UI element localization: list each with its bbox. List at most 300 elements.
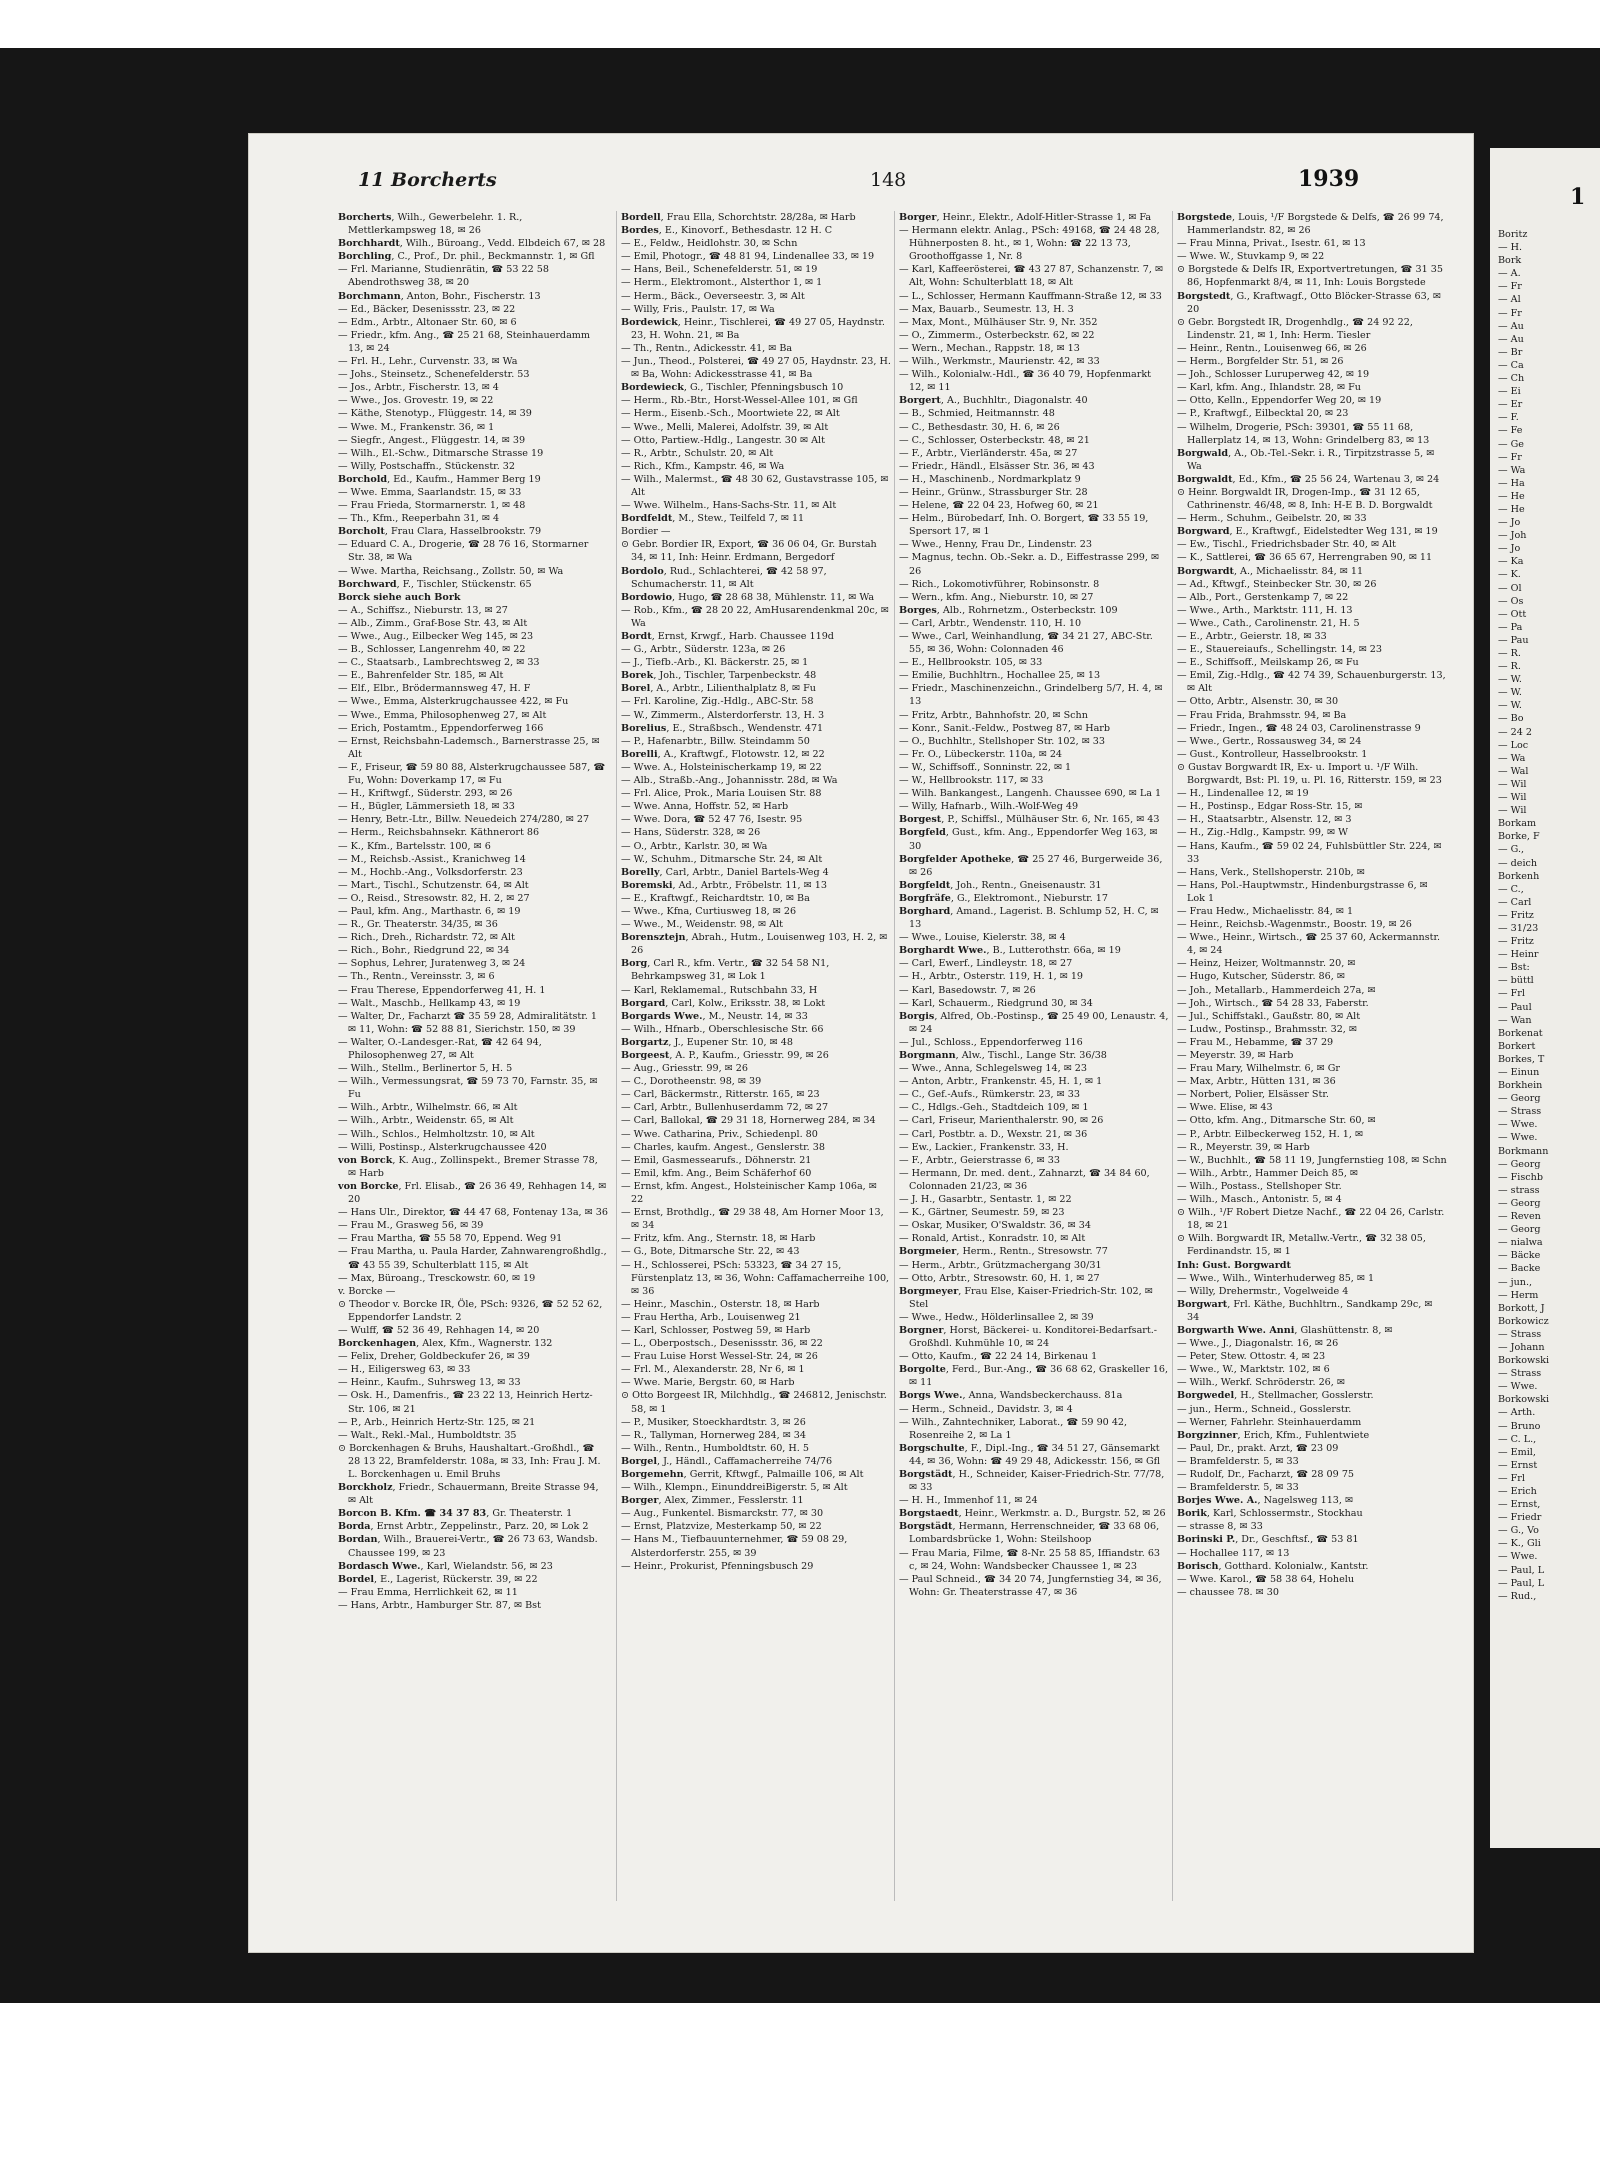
directory-entry: — Gust., Kontrolleur, Hasselbrookstr. 1 xyxy=(1177,748,1368,760)
directory-entry: Borgemehn, Gerrit, Kftwgf., Palmaille 106, ✉ Alt xyxy=(621,1469,864,1480)
directory-entry: Borcon B. Kfm. ☎ 34 37 83, Gr. Theaterstr. 1 xyxy=(338,1508,573,1520)
directory-entry: Borchward, F., Tischler, Stückenstr. 65 xyxy=(338,578,532,590)
directory-entry: Borgwaldt, Ed., Kfm., ☎ 25 56 24, Wartenau 3, ✉ 24 xyxy=(1177,473,1440,485)
directory-entry: — Peter, Stew. Ottostr. 4, ✉ 23 xyxy=(1177,1351,1326,1363)
directory-entry: — Aug., Griesstr. 99, ✉ 26 xyxy=(621,1063,748,1075)
directory-entry: — Rich., Kfm., Kampstr. 46, ✉ Wa xyxy=(621,460,785,472)
directory-entry: — Frau Hertha, Arb., Louisenweg 21 xyxy=(621,1311,801,1323)
directory-entry: — jun., Herm., Schneid., Gosslerstr. xyxy=(1177,1403,1352,1415)
directory-entry: — Friedr., Maschinenzeichn., Grindelberg 5/7, H. 4, ✉ 13 xyxy=(899,683,1163,708)
directory-entry: — Helene, ☎ 22 04 23, Hofweg 60, ✉ 21 xyxy=(899,500,1099,512)
next-page-entry: Borkowicz xyxy=(1498,1315,1549,1327)
directory-entry: Borg, Carl R., kfm. Vertr., ☎ 32 54 58 N1, Behrkampsweg 31, ✉ Lok 1 xyxy=(621,958,830,983)
directory-entry: — Karl, Basedowstr. 7, ✉ 26 xyxy=(899,984,1036,996)
directory-entry: — O., Zimmerm., Osterbeckstr. 62, ✉ 22 xyxy=(899,329,1095,341)
directory-entry: — Wwe., Emma, Alsterkrugchaussee 422, ✉ Fu xyxy=(338,696,569,708)
next-page-entry: — Ernst xyxy=(1498,1459,1538,1471)
directory-entry: — Frau Maria, Filme, ☎ 8-Nr. 25 58 85, Iffiandstr. 63 c, ✉ 24, Wohn: Wandsbecker Chaussee 1, ✉ 23 xyxy=(899,1547,1161,1572)
directory-entry: — Willy, Fris., Paulstr. 17, ✉ Wa xyxy=(621,303,775,315)
directory-entry: — Jun., Theod., Polsterei, ☎ 49 27 05, Haydnstr. 23, H. ✉ Ba, Wohn: Adickesstrasse 41, ✉ Ba xyxy=(621,356,891,381)
next-page-entry: — Br xyxy=(1498,346,1523,358)
directory-entry: — Wwe., Wilh., Winterhuderweg 85, ✉ 1 xyxy=(1177,1272,1375,1284)
directory-entry: — Herm., Elektromont., Alsterthor 1, ✉ 1 xyxy=(621,277,823,289)
directory-entry: — Rudolf, Dr., Facharzt, ☎ 28 09 75 xyxy=(1177,1469,1355,1480)
next-page-entry: — jun., xyxy=(1498,1276,1533,1288)
directory-entry: — Frau Frida, Brahmsstr. 94, ✉ Ba xyxy=(1177,709,1347,721)
directory-entry: — Sophus, Lehrer, Juratenweg 3, ✉ 24 xyxy=(338,958,526,970)
next-page-entry: — Emil, xyxy=(1498,1446,1536,1458)
directory-entry: Borcholt, Frau Clara, Hasselbrookstr. 79 xyxy=(338,526,542,538)
column-2 xyxy=(616,211,891,1901)
directory-entry: Borgstede, Louis, ¹/F Borgstede & Delfs, ☎ 26 99 74, Hammerlandstr. 82, ✉ 26 xyxy=(1177,212,1444,237)
next-page-entry: — Backe xyxy=(1498,1263,1541,1275)
next-page-entry: — Ei xyxy=(1498,386,1521,398)
directory-entry: — Otto, Arbtr., Stresowstr. 60, H. 1, ✉ 27 xyxy=(899,1272,1100,1284)
next-page-entry: Boritz xyxy=(1498,229,1528,240)
directory-entry: — Hans, Kaufm., ☎ 59 02 24, Fuhlsbüttler Str. 224, ✉ 33 xyxy=(1177,840,1442,865)
directory-entry: — Wilh., Zahntechniker, Laborat., ☎ 59 90 42, Rosenreihe 2, ✉ La 1 xyxy=(899,1416,1128,1441)
directory-entry: — Max, Bauarb., Seumestr. 13, H. 3 xyxy=(899,303,1074,315)
directory-entry: — Carl, Ballokal, ☎ 29 31 18, Hornerweg 284, ✉ 34 xyxy=(621,1115,876,1127)
next-page-entry: Borkam xyxy=(1498,818,1537,830)
directory-entry: Bordt, Ernst, Krwgf., Harb. Chaussee 119d xyxy=(621,631,834,642)
directory-entry: — K., Kfm., Bartelsstr. 100, ✉ 6 xyxy=(338,840,491,852)
directory-entry: — Hans, Arbtr., Hamburger Str. 87, ✉ Bst xyxy=(338,1599,541,1611)
directory-entry: — F., Arbtr., Vierländerstr. 45a, ✉ 27 xyxy=(899,447,1078,459)
directory-entry: — Eduard C. A., Drogerie, ☎ 28 76 16, Stormarner Str. 38, ✉ Wa xyxy=(338,539,589,564)
directory-entry: — Rich., Dreh., Richardstr. 72, ✉ Alt xyxy=(338,932,515,944)
directory-entry: — H., Maschinenb., Nordmarkplatz 9 xyxy=(899,473,1081,485)
next-page-entry: — Ernst, xyxy=(1498,1499,1541,1511)
directory-entry: — Frl. M., Alexanderstr. 28, Nr 6, ✉ 1 xyxy=(621,1364,805,1376)
directory-entry: — Paul, kfm. Ang., Marthastr. 6, ✉ 19 xyxy=(338,905,521,917)
next-page-entry: Borke, F xyxy=(1498,831,1540,843)
next-page-entry: — Wil xyxy=(1498,805,1527,817)
directory-entry: — Heinr., Grünw., Strassburger Str. 28 xyxy=(899,486,1088,498)
directory-entry: — Wulff, ☎ 52 36 49, Rehhagen 14, ✉ 20 xyxy=(338,1324,540,1336)
next-page-entry: — Bruno xyxy=(1498,1420,1541,1432)
directory-entry: — W., Hellbrookstr. 117, ✉ 33 xyxy=(899,775,1044,787)
directory-entry: — Charles, kaufm. Angest., Genslerstr. 38 xyxy=(621,1141,825,1153)
directory-entry: — Wwe., W., Marktstr. 102, ✉ 6 xyxy=(1177,1364,1330,1376)
directory-entry: — Paul, Dr., prakt. Arzt, ☎ 23 09 xyxy=(1177,1442,1339,1454)
directory-entry: — Frau M., Hebamme, ☎ 37 29 xyxy=(1177,1036,1334,1048)
directory-entry: Borik, Karl, Schlossermstr., Stockhau xyxy=(1177,1508,1363,1520)
directory-entry: Bordewick, Heinr., Tischlerei, ☎ 49 27 05, Haydnstr. 23, H. Wohn. 21, ✉ Ba xyxy=(621,316,885,341)
next-page-entry: — Loc xyxy=(1498,739,1529,751)
directory-entry: — Herm., Reichsbahnsekr. Käthnerort 86 xyxy=(338,827,540,839)
directory-entry: — Frau Therese, Eppendorferweg 41, H. 1 xyxy=(338,984,546,996)
next-page-entry: — Paul, L xyxy=(1498,1564,1545,1576)
directory-entry: — Felix, Dreher, Goldbeckufer 26, ✉ 39 xyxy=(338,1351,530,1363)
directory-entry: Borgards Wwe., M., Neustr. 14, ✉ 33 xyxy=(621,1010,808,1022)
directory-entry: — Hugo, Kutscher, Süderstr. 86, ✉ xyxy=(1177,971,1345,983)
directory-entry: — Otto, Partiew.-Hdlg., Langestr. 30 ✉ Alt xyxy=(621,434,825,446)
directory-entry: Borelly, Carl, Arbtr., Daniel Bartels-Weg 4 xyxy=(621,866,829,878)
directory-entry: — Th., Kfm., Reeperbahn 31, ✉ 4 xyxy=(338,513,500,525)
next-page-sliver xyxy=(1490,148,1600,1848)
directory-entry: — K., Sattlerei, ☎ 36 65 67, Herrengraben 90, ✉ 11 xyxy=(1177,552,1433,564)
directory-entry: — Otto, Kelln., Eppendorfer Weg 20, ✉ 19 xyxy=(1177,395,1382,407)
directory-entry: — Heinr., Reichsb.-Wagenmstr., Boostr. 19, ✉ 26 xyxy=(1177,919,1412,931)
directory-page xyxy=(248,133,1474,1953)
directory-entry: — Frau M., Grasweg 56, ✉ 39 xyxy=(338,1220,484,1232)
next-page-entry: — Georg xyxy=(1498,1224,1541,1236)
directory-entry: — E., Arbtr., Geierstr. 18, ✉ 33 xyxy=(1177,631,1327,642)
directory-entry: — Meyerstr. 39, ✉ Harb xyxy=(1177,1050,1294,1061)
directory-entry: Borelli, A., Kraftwgf., Flotowstr. 12, ✉ 22 xyxy=(621,748,825,760)
directory-entry: — Johs., Steinsetz., Schenefelderstr. 53 xyxy=(338,369,530,381)
directory-entry: — Wilh., Masch., Antonistr. 5, ✉ 4 xyxy=(1177,1194,1342,1206)
directory-entry: — Hans, Verk., Stellshoperstr. 210b, ✉ xyxy=(1177,866,1365,878)
next-page-entry: — 24 2 xyxy=(1498,726,1533,738)
directory-entry: — Frl. H., Lehr., Curvenstr. 33, ✉ Wa xyxy=(338,356,518,368)
directory-entry: — Fritz, kfm. Ang., Sternstr. 18, ✉ Harb xyxy=(621,1233,816,1245)
next-page-entry: — Reven xyxy=(1498,1211,1541,1223)
next-page-entry: — Strass xyxy=(1498,1368,1542,1380)
directory-entry: — Friedr., Händl., Elsässer Str. 36, ✉ 43 xyxy=(899,460,1095,472)
directory-entry: Borgwedel, H., Stellmacher, Gosslerstr. xyxy=(1177,1390,1374,1402)
directory-entry: — P., Kraftwgf., Eilbecktal 20, ✉ 23 xyxy=(1177,408,1349,420)
directory-entry: — Otto, Kaufm., ☎ 22 24 14, Birkenau 1 xyxy=(899,1351,1098,1363)
directory-entry: Borgel, J., Händl., Caffamacherreihe 74/76 xyxy=(621,1455,833,1467)
next-page-entry: — Wwe. xyxy=(1498,1551,1538,1563)
directory-entry: Bordell, Frau Ella, Schorchtstr. 28/28a, ✉ Harb xyxy=(621,212,856,223)
directory-entry: — H., Postinsp., Edgar Ross-Str. 15, ✉ xyxy=(1177,801,1363,813)
next-page-entry: — Georg xyxy=(1498,1093,1541,1105)
directory-entry: — Carl, Bäckermstr., Ritterstr. 165, ✉ 23 xyxy=(621,1089,820,1101)
next-page-entry: — Georg xyxy=(1498,1158,1541,1170)
directory-entry: — Heinr., Prokurist, Pfenningsbusch 29 xyxy=(621,1560,814,1572)
directory-entry: — Ernst, kfm. Angest., Holsteinischer Kamp 106a, ✉ 22 xyxy=(621,1180,877,1206)
directory-entry: Borgstädt, H., Schneider, Kaiser-Friedrich-Str. 77/78, ✉ 33 xyxy=(899,1469,1165,1494)
directory-entry: — Wilh., Werkmstr., Maurienstr. 42, ✉ 33 xyxy=(899,356,1100,368)
next-page-entry: — Au xyxy=(1498,333,1524,345)
directory-entry: — Wwe., Gertr., Rossausweg 34, ✉ 24 xyxy=(1177,735,1362,747)
directory-entry: — Heinr., Rentn., Louisenweg 66, ✉ 26 xyxy=(1177,342,1367,354)
directory-entry: — H., Eiligersweg 63, ✉ 33 xyxy=(338,1364,471,1376)
next-page-entry: — Fr xyxy=(1498,307,1522,319)
directory-entry: Borgis, Alfred, Ob.-Postinsp., ☎ 25 49 00, Lenaustr. 4, ✉ 24 xyxy=(899,1010,1169,1035)
directory-entry: Borgmeier, Herm., Rentn., Stresowstr. 77 xyxy=(899,1246,1108,1258)
directory-entry: Borjes Wwe. A., Nagelsweg 113, ✉ xyxy=(1177,1495,1354,1507)
directory-entry: — Carl, Arbtr., Wendenstr. 110, H. 10 xyxy=(899,617,1082,629)
next-page-entry: — Strass xyxy=(1498,1106,1542,1118)
directory-entry: — H., Schlosserei, PSch: 53323, ☎ 34 27 15, Fürstenplatz 13, ✉ 36, Wohn: Caffamacherreihe 100, ✉ 36 xyxy=(621,1259,890,1297)
directory-entry: — H., Lindenallee 12, ✉ 19 xyxy=(1177,788,1309,800)
directory-entry: Borgmann, Alw., Tischl., Lange Str. 36/38 xyxy=(899,1050,1107,1061)
directory-entry: — R., Tallyman, Hornerweg 284, ✉ 34 xyxy=(621,1429,806,1441)
directory-entry: — E., Stauereiaufs., Schellingstr. 14, ✉ 23 xyxy=(1177,644,1382,656)
directory-entry: — Wilh., Postass., Stellshoper Str. xyxy=(1177,1180,1342,1192)
directory-entry: Inh: Gust. Borgwardt xyxy=(1177,1259,1291,1271)
directory-entry: Borger, Alex, Zimmer., Fesslerstr. 11 xyxy=(621,1495,804,1507)
directory-entry: Borgwardt, A., Michaelisstr. 84, ✉ 11 xyxy=(1177,565,1364,577)
directory-entry: Borgfelder Apotheke, ☎ 25 27 46, Burgerweide 36, ✉ 26 xyxy=(899,853,1163,878)
directory-entry: — Wwe. Catharina, Priv., Schiedenpl. 80 xyxy=(621,1128,818,1140)
next-page-entry: — deich xyxy=(1498,857,1538,869)
directory-entry: — Wwe., Emma, Philosophenweg 27, ✉ Alt xyxy=(338,709,547,721)
directory-entry: — Wilh., El.-Schw., Ditmarsche Strasse 19 xyxy=(338,447,544,459)
next-page-entry: — He xyxy=(1498,490,1525,502)
directory-entry: — Karl, kfm. Ang., Ihlandstr. 28, ✉ Fu xyxy=(1177,382,1361,394)
next-page-entry: — G., xyxy=(1498,844,1525,856)
directory-entry: — Willy, Hafnarb., Wilh.-Wolf-Weg 49 xyxy=(899,801,1079,813)
directory-entry: — Ernst, Reichsbahn-Lademsch., Barnerstrasse 25, ✉ Alt xyxy=(338,735,600,760)
directory-entry: — Karl, Kaffeerösterei, ☎ 43 27 87, Schanzenstr. 7, ✉ Alt, Wohn: Schulterblatt 18, ✉ Alt xyxy=(899,264,1163,289)
next-page-entry: — Arth. xyxy=(1498,1407,1536,1419)
directory-entry: — Wwe. W., Stuvkamp 9, ✉ 22 xyxy=(1177,251,1325,263)
directory-entry: Bordes, E., Kinovorf., Bethesdastr. 12 H. C xyxy=(621,225,833,237)
directory-entry: — Alb., Port., Gerstenkamp 7, ✉ 22 xyxy=(1177,591,1349,603)
directory-entry: — Emil, Gasmessearufs., Döhnerstr. 21 xyxy=(621,1154,812,1166)
next-page-entry: — Frl xyxy=(1498,988,1525,1000)
directory-entry: — Rich., Lokomotivführer, Robinsonstr. 8 xyxy=(899,578,1100,590)
directory-entry: Borgwarth Wwe. Anni, Glashüttenstr. 8, ✉ xyxy=(1177,1324,1393,1336)
directory-entry: — Herm., Bäck., Oeverseestr. 3, ✉ Alt xyxy=(621,290,805,302)
running-head: 11 Borcherts xyxy=(358,169,497,191)
directory-entry: — Wwe., Melli, Malerei, Adolfstr. 39, ✉ Alt xyxy=(621,421,829,433)
directory-entry: — Rob., Kfm., ☎ 28 20 22, AmHusarendenkmal 20c, ✉ Wa xyxy=(621,604,889,629)
directory-entry: Borckholz, Friedr., Schauermann, Breite Strasse 94, ✉ Alt xyxy=(338,1482,599,1507)
directory-entry: — Wwe., Heinr., Wirtsch., ☎ 25 37 60, Ackermannstr. 4, ✉ 24 xyxy=(1177,932,1441,957)
directory-entry: von Borcke, Frl. Elisab., ☎ 26 36 49, Rehhagen 14, ✉ 20 xyxy=(338,1180,607,1206)
next-page-entry: — K. xyxy=(1498,569,1521,581)
directory-entry: — W., Zimmerm., Alsterdorferstr. 13, H. 3 xyxy=(621,709,825,721)
directory-entry: — E., Schiffsoff., Meilskamp 26, ✉ Fu xyxy=(1177,657,1359,669)
next-page-entry: — Fritz xyxy=(1498,909,1534,921)
directory-entry: — Walter, Dr., Facharzt ☎ 35 59 28, Admiralitätstr. 1 ✉ 11, Wohn: ☎ 52 88 81, Sierichstr. 150, ✉ 39 xyxy=(338,1010,597,1035)
directory-entry: — Wwe., J., Diagonalstr. 16, ✉ 26 xyxy=(1177,1338,1339,1350)
directory-entry: Borda, Ernst Arbtr., Zeppelinstr., Parz. 20, ✉ Lok 2 xyxy=(338,1521,589,1533)
directory-entry: — Hermann elektr. Anlag., PSch: 49168, ☎ 24 48 28, Hühnerposten 8. ht., ✉ 1, Wohn: ☎ 22 13 73, Groothoffgasse 1, Nr. 8 xyxy=(899,225,1160,263)
directory-entry: — F., Friseur, ☎ 59 80 88, Alsterkrugchaussee 587, ☎ Fu, Wohn: Doverkamp 17, ✉ Fu xyxy=(338,761,606,787)
directory-entry: — Hans, Pol.-Hauptwmstr., Hindenburgstrasse 6, ✉ Lok 1 xyxy=(1177,879,1428,904)
directory-entry: — Anton, Arbtr., Frankenstr. 45, H. 1, ✉ 1 xyxy=(899,1076,1103,1088)
directory-entry: — Joh., Schlosser Luruperweg 42, ✉ 19 xyxy=(1177,369,1370,381)
column-1 xyxy=(338,211,608,1901)
directory-entry: — Th., Rentn., Adickesstr. 41, ✉ Ba xyxy=(621,342,793,354)
directory-entry: — Carl, Friseur, Marienthalerstr. 90, ✉ 26 xyxy=(899,1115,1104,1127)
directory-entry: — Frau Mary, Wilhelmstr. 6, ✉ Gr xyxy=(1177,1063,1341,1075)
directory-entry: — Hochallee 117, ✉ 13 xyxy=(1177,1547,1290,1559)
directory-entry: — Max, Büroang., Tresckowstr. 60, ✉ 19 xyxy=(338,1272,536,1284)
directory-entry: — Ew., Tischl., Friedrichsbader Str. 40, ✉ Alt xyxy=(1177,539,1396,551)
directory-entry: ⊙ Heinr. Borgwaldt IR, Drogen-Imp., ☎ 31 12 65, Cathrinenstr. 46/48, ✉ 8, Inh: H-E B. D. Borgwaldt xyxy=(1177,486,1433,512)
directory-entry: — Rich., Bohr., Riedgrund 22, ✉ 34 xyxy=(338,945,510,957)
directory-entry: — Wilh., Kolonialw.-Hdl., ☎ 36 40 79, Hopfenmarkt 12, ✉ 11 xyxy=(899,369,1152,394)
next-page-entry: — Fritz xyxy=(1498,936,1534,948)
directory-entry: — chaussee 78. ✉ 30 xyxy=(1177,1586,1279,1598)
directory-entry: — Ernst, Brothdlg., ☎ 29 38 48, Am Horner Moor 13, ✉ 34 xyxy=(621,1207,884,1232)
directory-entry: Borgwart, Frl. Käthe, Buchhltrn., Sandkamp 29c, ✉ 34 xyxy=(1177,1298,1433,1323)
directory-entry: Borgolte, Ferd., Bur.-Ang., ☎ 36 68 62, Graskeller 16, ✉ 11 xyxy=(899,1364,1169,1389)
next-page-entry: — Friedr xyxy=(1498,1512,1542,1524)
directory-entry: — Herm., Schneid., Davidstr. 3, ✉ 4 xyxy=(899,1403,1073,1415)
next-page-entry: — Au xyxy=(1498,320,1524,332)
directory-entry: Bordewieck, G., Tischler, Pfenningsbusch 10 xyxy=(621,382,844,394)
next-page-entry: — He xyxy=(1498,503,1525,515)
next-page-entry: — K., Gli xyxy=(1498,1538,1541,1550)
page-number: 148 xyxy=(870,169,907,191)
directory-entry: — R., Meyerstr. 39, ✉ Harb xyxy=(1177,1141,1310,1153)
directory-entry: — H., Arbtr., Osterstr. 119, H. 1, ✉ 19 xyxy=(899,971,1084,983)
directory-entry: — Hans Ulr., Direktor, ☎ 44 47 68, Fontenay 13a, ✉ 36 xyxy=(338,1207,608,1219)
directory-entry: — Friedr., kfm. Ang., ☎ 25 21 68, Steinhauerdamm 13, ✉ 24 xyxy=(338,329,590,354)
directory-entry: — H., Kriftwgf., Süderstr. 293, ✉ 26 xyxy=(338,788,513,800)
directory-entry: — J., Tiefb.-Arb., Kl. Bäckerstr. 25, ✉ 1 xyxy=(621,657,809,669)
next-page-entry: Borkenh xyxy=(1498,870,1540,882)
directory-entry: Borgfeld, Gust., kfm. Ang., Eppendorfer Weg 163, ✉ 30 xyxy=(899,827,1158,852)
directory-entry: ⊙ Gustav Borgwardt IR, Ex- u. Import u. ¹/F Wilh. Borgwardt, Bst: Pl. 19, u. Pl. 16, Ritterstr. 159, ✉ 23 xyxy=(1177,761,1442,787)
next-page-entry: Borkmann xyxy=(1498,1145,1549,1157)
next-page-entry: — Joh xyxy=(1498,530,1527,542)
next-page-entry: — Johann xyxy=(1498,1341,1545,1353)
directory-entry: — W., Schiffsoff., Sonninstr. 22, ✉ 1 xyxy=(899,761,1072,773)
next-page-entry: — Fe xyxy=(1498,425,1523,437)
directory-entry: Borghard, Amand., Lagerist. B. Schlump 52, H. C, ✉ 13 xyxy=(899,905,1159,931)
directory-entry: ⊙ Borckenhagen & Bruhs, Haushaltart.-Großhdl., ☎ 28 13 22, Bramfelderstr. 108a, ✉ 33, Inh: Frau J. M. L. Borckenhagen u. Emil Bruhs xyxy=(338,1442,601,1480)
directory-entry: — Wilh., Werkf. Schröderstr. 26, ✉ xyxy=(1177,1377,1345,1389)
next-page-entry: — C., xyxy=(1498,883,1524,895)
directory-entry: — P., Hafenarbtr., Billw. Steindamm 50 xyxy=(621,735,810,747)
directory-entry: — Wilh. Bankangest., Langenh. Chaussee 690, ✉ La 1 xyxy=(899,788,1162,800)
next-page-entry: — R. xyxy=(1498,648,1521,659)
directory-entry: — E., Feldw., Heidlohstr. 30, ✉ Schn xyxy=(621,238,798,250)
directory-entry: — Emilie, Buchhltrn., Hochallee 25, ✉ 13 xyxy=(899,670,1101,682)
directory-entry: — Wwe. Martha, Reichsang., Zollstr. 50, ✉ Wa xyxy=(338,565,564,577)
directory-entry: — Wilh., Arbtr., Hammer Deich 85, ✉ xyxy=(1177,1167,1358,1179)
directory-entry: — R., Gr. Theaterstr. 34/35, ✉ 36 xyxy=(338,919,498,931)
directory-entry: Borgard, Carl, Kolw., Eriksstr. 38, ✉ Lokt xyxy=(621,997,826,1009)
directory-entry: — Wwe. Karol., ☎ 58 38 64, Hohelu xyxy=(1177,1573,1355,1585)
directory-entry: — Emil, Zig.-Hdlg., ☎ 42 74 39, Schauenburgerstr. 13, ✉ Alt xyxy=(1177,670,1446,695)
directory-entry: — Th., Rentn., Vereinsstr. 3, ✉ 6 xyxy=(338,971,495,983)
next-page-entry: Borkenat xyxy=(1498,1027,1543,1039)
directory-entry: — Walt., Maschb., Hellkamp 43, ✉ 19 xyxy=(338,997,521,1009)
directory-entry: Bordel, E., Lagerist, Rückerstr. 39, ✉ 22 xyxy=(338,1573,538,1585)
directory-entry: — Walt., Rekl.-Mal., Humboldtstr. 35 xyxy=(338,1429,517,1441)
next-page-entry: — Erich xyxy=(1498,1486,1537,1497)
next-page-entry: — W. xyxy=(1498,700,1522,712)
directory-entry: — M., Hochb.-Ang., Volksdorferstr. 23 xyxy=(338,866,523,878)
next-page-entry: — Jo xyxy=(1498,517,1521,529)
directory-entry: — C., Bethesdastr. 30, H. 6, ✉ 26 xyxy=(899,421,1060,433)
directory-entry: v. Borcke — xyxy=(338,1285,396,1297)
directory-entry: Borel, A., Arbtr., Lilienthalplatz 8, ✉ Fu xyxy=(621,683,816,695)
directory-entry: — Jul., Schiffstakl., Gaußstr. 80, ✉ Alt xyxy=(1177,1010,1361,1022)
next-page-entry: — Georg xyxy=(1498,1197,1541,1209)
directory-entry: — Herm., Eisenb.-Sch., Moortwiete 22, ✉ Alt xyxy=(621,408,840,420)
directory-entry: — Heinz, Heizer, Woltmannstr. 20, ✉ xyxy=(1177,958,1356,970)
directory-entry: — Joh., Metallarb., Hammerdeich 27a, ✉ xyxy=(1177,984,1376,996)
directory-entry: Bordfeldt, M., Stew., Teilfeld 7, ✉ 11 xyxy=(621,513,805,525)
directory-entry: — Karl, Reklamemal., Rutschbahn 33, H xyxy=(621,984,818,996)
directory-entry: — A., Schiffsz., Nieburstr. 13, ✉ 27 xyxy=(338,604,508,616)
directory-entry: — Max, Arbtr., Hütten 131, ✉ 36 xyxy=(1177,1076,1336,1088)
directory-entry: — Wwe. Anna, Hoffstr. 52, ✉ Harb xyxy=(621,801,789,813)
next-page-entry: Borkott, J xyxy=(1498,1302,1545,1314)
directory-entry: — Wilh., Rentn., Humboldtstr. 60, H. 5 xyxy=(621,1442,809,1454)
directory-entry: — Wwe., Carl, Weinhandlung, ☎ 34 21 27, ABC-Str. 55, ✉ 36, Wohn: Colonnaden 46 xyxy=(899,631,1153,656)
next-page-entry: — R. xyxy=(1498,661,1521,673)
directory-entry: ⊙ Wilh., ¹/F Robert Dietze Nachf., ☎ 22 04 26, Carlstr. 18, ✉ 21 xyxy=(1177,1207,1445,1232)
directory-entry: — Norbert, Polier, Elsässer Str. xyxy=(1177,1089,1329,1101)
directory-entry: — Frau Luise Horst Wessel-Str. 24, ✉ 26 xyxy=(621,1351,818,1363)
directory-entry: — Hans, Beil., Schenefelderstr. 51, ✉ 19 xyxy=(621,264,818,276)
directory-entry: Boremski, Ad., Arbtr., Fröbelstr. 11, ✉ 13 xyxy=(621,879,827,891)
directory-entry: — Wwe., Cath., Carolinenstr. 21, H. 5 xyxy=(1177,617,1360,629)
next-page-entry: — Ha xyxy=(1498,477,1525,489)
next-page-entry: — Paul xyxy=(1498,1001,1532,1013)
directory-entry: Borgstädt, Hermann, Herrenschneider, ☎ 33 68 06, Lombardsbrücke 1, Wohn: Steilshoop xyxy=(899,1521,1160,1546)
directory-entry: Bordier — xyxy=(621,526,671,538)
next-page-entry: Borkowski xyxy=(1498,1355,1550,1367)
directory-entry: — Bramfelderstr. 5, ✉ 33 xyxy=(1177,1455,1299,1467)
directory-entry: — Wwe., M., Weidenstr. 98, ✉ Alt xyxy=(621,919,783,931)
directory-entry: — Konr., Sanit.-Feldw., Postweg 87, ✉ Harb xyxy=(899,722,1111,734)
next-page-entry: — Wal xyxy=(1498,765,1529,777)
directory-entry: — P., Arb., Heinrich Hertz-Str. 125, ✉ 21 xyxy=(338,1416,536,1428)
next-page-entry: — Fr xyxy=(1498,451,1522,463)
directory-entry: — Jul., Schloss., Eppendorferweg 116 xyxy=(899,1036,1083,1048)
directory-entry: — Willi, Postinsp., Alsterkrugchaussee 420 xyxy=(338,1141,547,1153)
next-page-entry: — Wil xyxy=(1498,778,1527,790)
directory-entry: Borgeest, A. P., Kaufm., Griesstr. 99, ✉ 26 xyxy=(621,1050,829,1061)
next-page-entry: — Ca xyxy=(1498,359,1524,371)
directory-entry: Borcherts, Wilh., Gewerbelehr. 1. R., Mettlerkampsweg 18, ✉ 26 xyxy=(338,212,523,237)
directory-entry: — Otto, Arbtr., Alsenstr. 30, ✉ 30 xyxy=(1177,696,1339,708)
directory-entry: — O., Buchhltr., Stellshoper Str. 102, ✉ 33 xyxy=(899,735,1105,747)
directory-entry: Borelius, E., Straßbsch., Wendenstr. 471 xyxy=(621,722,824,734)
directory-entry: — W., Buchhlt., ☎ 58 11 19, Jungfernstieg 108, ✉ Schn xyxy=(1177,1154,1447,1166)
directory-entry: — Wwe., Hedw., Hölderlinsallee 2, ✉ 39 xyxy=(899,1311,1094,1323)
directory-entry: — Paul Schneid., ☎ 34 20 74, Jungfernstieg 34, ✉ 36, Wohn: Gr. Theaterstrasse 47, ✉ 36 xyxy=(899,1573,1162,1598)
next-page-entry: — Jo xyxy=(1498,543,1521,555)
next-page-entry: — F. xyxy=(1498,412,1519,424)
next-page-entry: — büttl xyxy=(1498,975,1534,987)
next-page-entry: — Wwe. xyxy=(1498,1381,1538,1393)
directory-entry: von Borck, K. Aug., Zollinspekt., Bremer Strasse 78, ✉ Harb xyxy=(338,1154,598,1179)
directory-entry: — Wilh., Malermst., ☎ 48 30 62, Gustavstrasse 105, ✉ Alt xyxy=(621,473,889,498)
next-page-entry: — G., Vo xyxy=(1498,1525,1539,1537)
next-page-entry: — Frl xyxy=(1498,1472,1525,1484)
directory-entry: Borisch, Gotthard. Kolonialw., Kantstr. xyxy=(1177,1560,1369,1572)
directory-entry: — B., Schlosser, Langenrehm 40, ✉ 22 xyxy=(338,644,526,656)
next-page-entry: — nialwa xyxy=(1498,1237,1543,1249)
directory-entry: — Wilhelm, Drogerie, PSch: 39301, ☎ 55 11 68, Hallerplatz 14, ✉ 13, Wohn: Grindelberg 83, ✉ 13 xyxy=(1177,421,1430,446)
directory-entry: — Wilh., Klempn., EinunddreiBigerstr. 5, ✉ Alt xyxy=(621,1482,848,1494)
next-page-entry: — Wa xyxy=(1498,464,1526,476)
directory-entry: — C., Schlosser, Osterbeckstr. 48, ✉ 21 xyxy=(899,434,1090,446)
directory-entry: — O., Reisd., Stresowstr. 82, H. 2, ✉ 27 xyxy=(338,892,530,904)
directory-entry: — Erich, Postamtm., Eppendorferweg 166 xyxy=(338,722,544,734)
directory-entry: Borek, Joh., Tischler, Tarpenbeckstr. 48 xyxy=(621,670,817,682)
directory-entry: — Hermann, Dr. med. dent., Zahnarzt, ☎ 34 84 60, Colonnaden 21/23, ✉ 36 xyxy=(899,1167,1150,1192)
directory-entry: — Fritz, Arbtr., Bahnhofstr. 20, ✉ Schn xyxy=(899,709,1088,721)
directory-entry: Borchold, Ed., Kaufm., Hammer Berg 19 xyxy=(338,473,541,485)
directory-entry: — Magnus, techn. Ob.-Sekr. a. D., Eiffestrasse 299, ✉ 26 xyxy=(899,552,1160,577)
directory-entry: Borck siehe auch Bork xyxy=(338,591,461,603)
next-page-entry: — Bäcke xyxy=(1498,1250,1541,1262)
directory-entry: — Karl, Schlosser, Postweg 59, ✉ Harb xyxy=(621,1324,811,1336)
directory-entry: Borchmann, Anton, Bohr., Fischerstr. 13 xyxy=(338,290,541,302)
directory-entry: — Fr. O., Lübeckerstr. 110a, ✉ 24 xyxy=(899,748,1063,760)
next-page-entry: — 31/23 xyxy=(1498,922,1539,934)
next-page-entry: Borkhein xyxy=(1498,1080,1543,1092)
directory-entry: — strasse 8, ✉ 33 xyxy=(1177,1521,1263,1533)
directory-entry: — Friedr., Ingen., ☎ 48 24 03, Carolinenstrasse 9 xyxy=(1177,722,1421,734)
